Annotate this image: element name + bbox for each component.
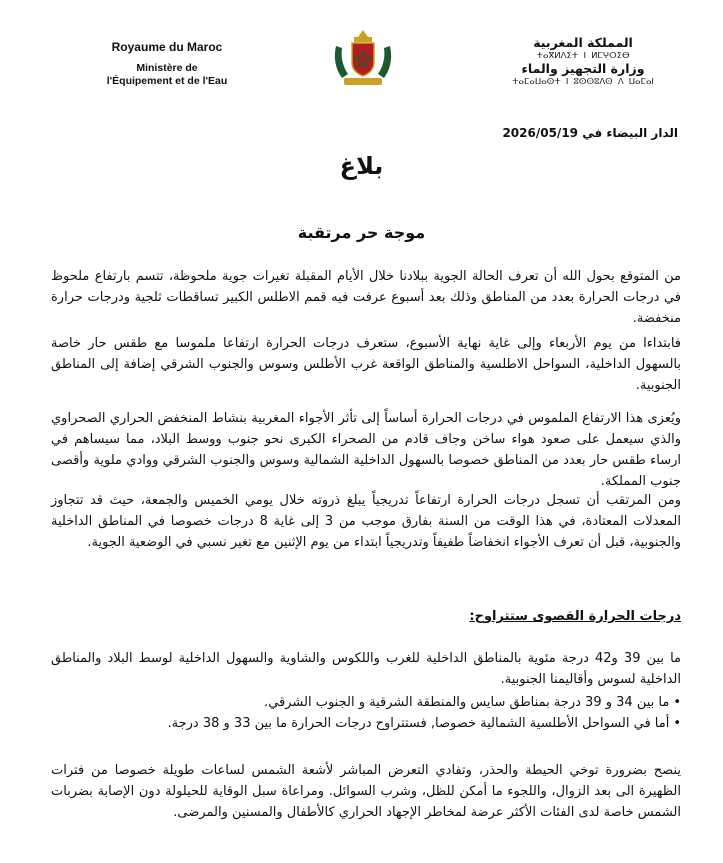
kingdom-name-tifinagh: ⵜⴰⴳⵍⴷⵉⵜ ⵏ ⵍⵎⵖⵔⵉⴱ	[536, 51, 630, 61]
arabic-letterhead	[498, 36, 668, 88]
french-letterhead	[62, 40, 272, 88]
ministry-name-fr-line1: Ministère de	[136, 62, 198, 74]
paragraph-intro: من المتوقع بحول الله أن تعرف الحالة الجوية ببلادنا خلال الأيام المقبلة تغيرات جوية ملحوظة، تتسم بارتفاع ملحوظ في درجات الحرارة بعدد من المناطق وذلك بعد أسبوع عرفت فيه قمم الاطلس الكبير تساقطات ثلجية ودرجات حرارة منخفضة.	[51, 269, 681, 326]
coat-of-arms-emblem	[330, 28, 396, 88]
paragraph-cause: ويُعزى هذا الارتفاع الملموس في درجات الحرارة أساساً إلى تأثر الأجواء المغربية بنشاط المنخفض الحراري الصحراوي والذي سيعمل على صعود هواء ساخن وجاف قادم من الصحراء الكبرى نحو جنوب ووسط البلاد، مما سيساهم في ارساء طقس حار بعدد من المناطق خصوصا بالسهول الداخلية الشمالية وسوس والجنوب الشرقي ووادي ملوية وأقصى جنوب المملكة.	[51, 411, 681, 489]
ministry-name-ar: وزارة التجهيز والماء	[521, 61, 645, 76]
kingdom-name-ar: المملكة المغربية	[533, 35, 633, 50]
ministry-name-fr-line2: l'Équipement et de l'Eau	[106, 75, 228, 87]
list-item: • ما بين 34 و 39 درجة بمناطق سايس والمنطقة الشرقية و الجنوب الشرقي.	[41, 692, 681, 713]
document-subtitle: موجة حر مرتقبة	[297, 223, 426, 242]
paragraph-max-temps: ما بين 39 و42 درجة مئوية بالمناطق الداخلية للغرب واللكوس والشاوية والسهول الداخلية لوسط البلاد والمناطق الداخلية لسوس وأقاليمنا الجنوبية.	[51, 651, 681, 687]
paragraph-affected-regions: فابتداءا من يوم الأربعاء وإلى غاية نهاية الأسبوع، ستعرف درجات الحرارة ارتفاعا ملموسا مع طقس حار خاصة بالسهول الداخلية، السواحل الاطلسية والمناطق الواقعة غرب الأطلس وسوس والجنوب الشرقي إضافة إلى المناطق الجنوبية.	[51, 336, 681, 393]
paragraph-peak: ومن المرتقب أن تسجل درجات الحرارة ارتفاعاً تدريجياً يبلغ ذروته خلال يومي الخميس والجمعة، حيث قد تتجاوز المعدلات المعتادة، في هذا الوقت من السنة بفارق موجب من 3 إلى غاية 8 درجات خصوصا في المناطق الداخلية والجنوبية، قبل أن تعرف الأجواء انخفاضاً طفيفاً وتدريجياً ابتداء من يوم الإثنين مع تغير نسبي في الوضعية الجوية.	[51, 493, 681, 550]
list-item: • أما في السواحل الأطلسية الشمالية خصوصا, فستتراوح درجات الحرارة ما بين 33 و 38 درجة.	[41, 713, 681, 734]
ministry-name-tifinagh: ⵜⴰⵎⴰⵡⴰⵙⵜ ⵏ ⵓⵙⵙⵓⴷⵙ ⴷ ⵡⴰⵎⴰⵏ	[512, 77, 654, 87]
ministry-name-fr	[62, 62, 272, 88]
document-date: الدار البيضاء في 2026/05/19	[502, 126, 678, 140]
temperature-bullet-list	[41, 692, 681, 734]
kingdom-name-fr: Royaume du Maroc	[111, 40, 223, 54]
document-title: بلاغ	[339, 152, 384, 180]
paragraph-advice: ينصح بضرورة توخي الحيطة والحذر، وتفادي التعرض المباشر لأشعة الشمس لساعات طويلة خصوصا من فترات الظهيرة الى بعد الزوال، واللجوء ما أمكن للظل، وشرب السوائل. ومراعاة سبل الوقاية للحيلولة دون الإصابة بضربات الشمس خاصة لدى الفئات الأكثر عرضة لمخاطر الإجهاد الحراري كالأطفال والمسنين والمرضى.	[51, 763, 681, 820]
section-heading-max-temps: درجات الحرارة القصوى ستتراوح:	[469, 609, 681, 624]
